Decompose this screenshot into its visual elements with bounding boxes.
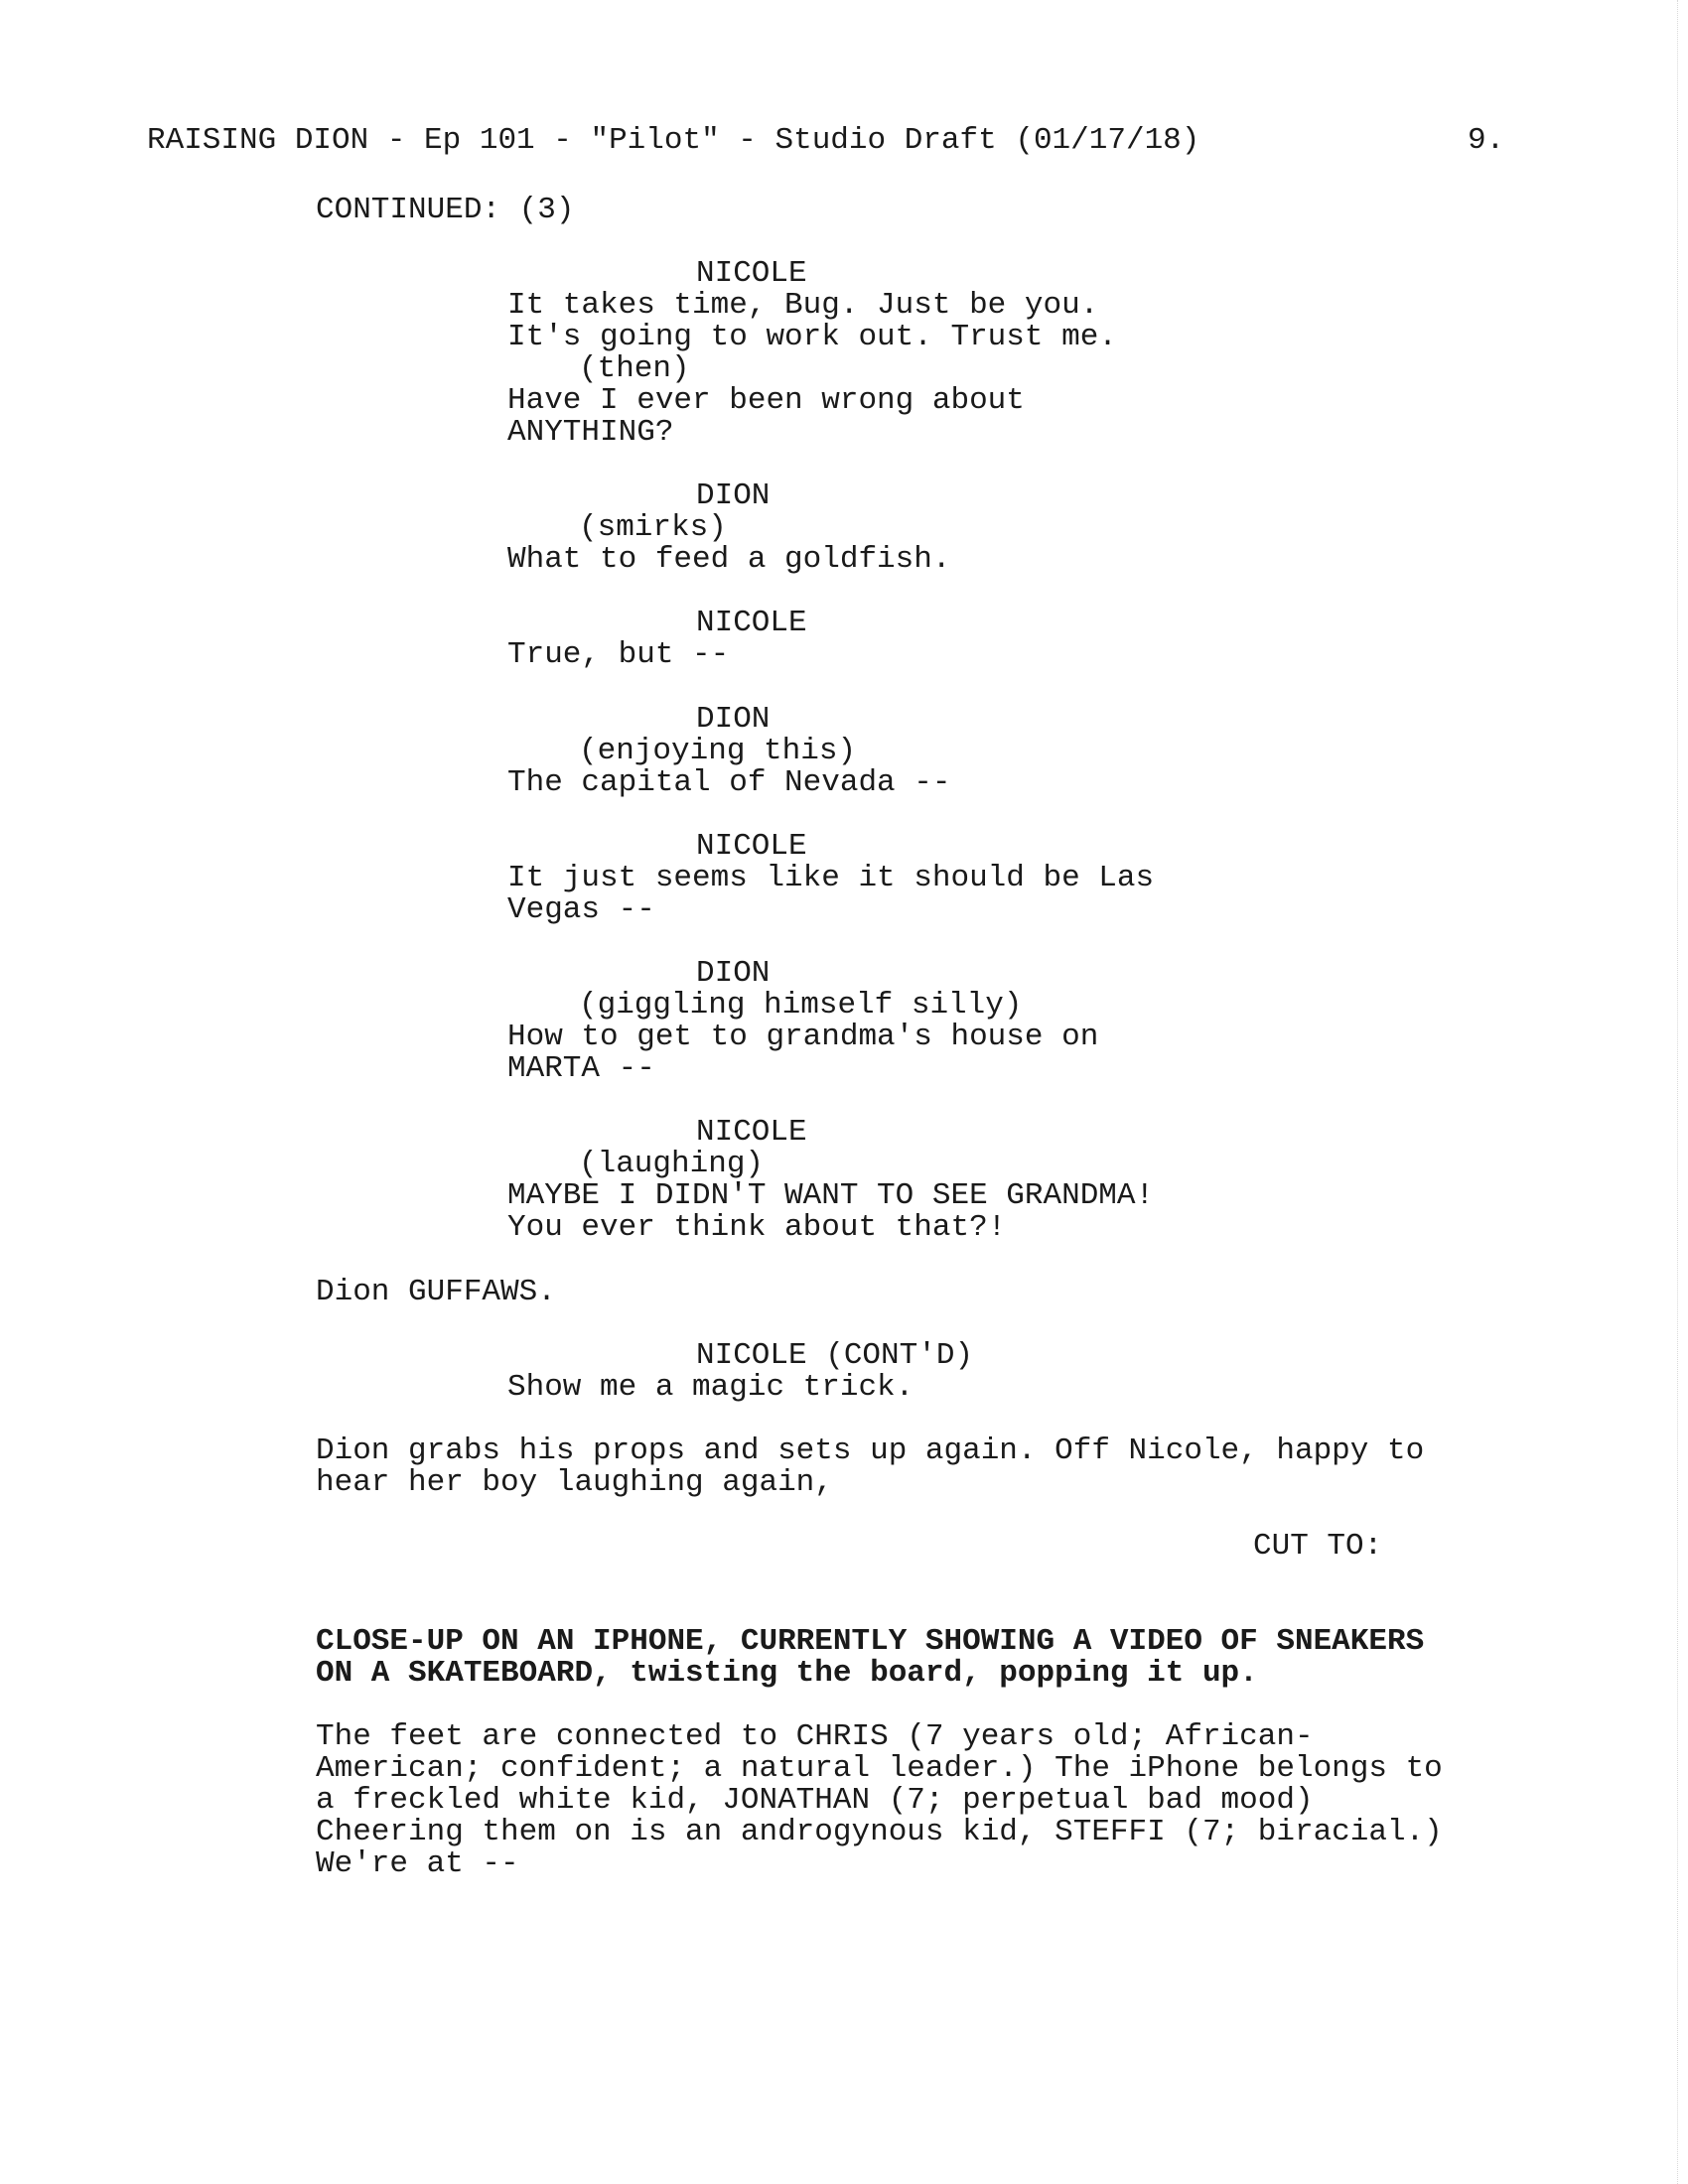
- character-cue: NICOLE: [696, 829, 807, 864]
- dialogue-line: Vegas --: [507, 892, 655, 927]
- page-header-title: RAISING DION - Ep 101 - "Pilot" - Studio Draft (01/17/18): [147, 123, 1200, 158]
- dialogue-line: MARTA --: [507, 1051, 655, 1086]
- parenthetical: (giggling himself silly): [579, 988, 1023, 1023]
- character-cue: NICOLE (CONT'D): [696, 1338, 974, 1373]
- character-cue: DION: [696, 478, 771, 513]
- shot-heading: ON A SKATEBOARD, twisting the board, popping it up.: [316, 1656, 1258, 1691]
- action-line: Cheering them on is an androgynous kid, STEFFI (7; biracial.): [316, 1815, 1443, 1849]
- dialogue-line: The capital of Nevada --: [507, 765, 951, 800]
- character-cue: NICOLE: [696, 606, 807, 640]
- dialogue-line: What to feed a goldfish.: [507, 542, 951, 577]
- parenthetical: (enjoying this): [579, 734, 857, 768]
- parenthetical: (smirks): [579, 510, 727, 545]
- dialogue-line: It just seems like it should be Las: [507, 861, 1155, 895]
- dialogue-line: MAYBE I DIDN'T WANT TO SEE GRANDMA!: [507, 1178, 1155, 1213]
- action-line: a freckled white kid, JONATHAN (7; perpetual bad mood): [316, 1783, 1314, 1818]
- parenthetical: (laughing): [579, 1147, 765, 1181]
- dialogue-line: True, but --: [507, 637, 730, 672]
- character-cue: DION: [696, 956, 771, 991]
- dialogue-line: It's going to work out. Trust me.: [507, 320, 1117, 354]
- dialogue-line: It takes time, Bug. Just be you.: [507, 288, 1099, 323]
- transition: CUT TO:: [1253, 1529, 1383, 1564]
- parenthetical: (then): [579, 351, 690, 386]
- page-edge-mark: [1675, 0, 1678, 2184]
- character-cue: NICOLE: [696, 1115, 807, 1150]
- dialogue-line: Show me a magic trick.: [507, 1370, 914, 1405]
- continued-label: CONTINUED: (3): [316, 193, 575, 227]
- action-line: The feet are connected to CHRIS (7 years old; African-: [316, 1719, 1314, 1754]
- action-line: We're at --: [316, 1846, 519, 1881]
- dialogue-line: Have I ever been wrong about: [507, 383, 1025, 418]
- action-line: American; confident; a natural leader.) The iPhone belongs to: [316, 1751, 1443, 1786]
- character-cue: NICOLE: [696, 256, 807, 291]
- character-cue: DION: [696, 702, 771, 737]
- dialogue-line: How to get to grandma's house on: [507, 1020, 1099, 1054]
- page-number: 9.: [1468, 123, 1505, 158]
- dialogue-line: ANYTHING?: [507, 415, 674, 450]
- action-line: Dion grabs his props and sets up again. Off Nicole, happy to: [316, 1433, 1425, 1468]
- dialogue-line: You ever think about that?!: [507, 1210, 1007, 1245]
- action-line: Dion GUFFAWS.: [316, 1275, 556, 1309]
- action-line: hear her boy laughing again,: [316, 1465, 833, 1500]
- shot-heading: CLOSE-UP ON AN IPHONE, CURRENTLY SHOWING A VIDEO OF SNEAKERS: [316, 1624, 1425, 1659]
